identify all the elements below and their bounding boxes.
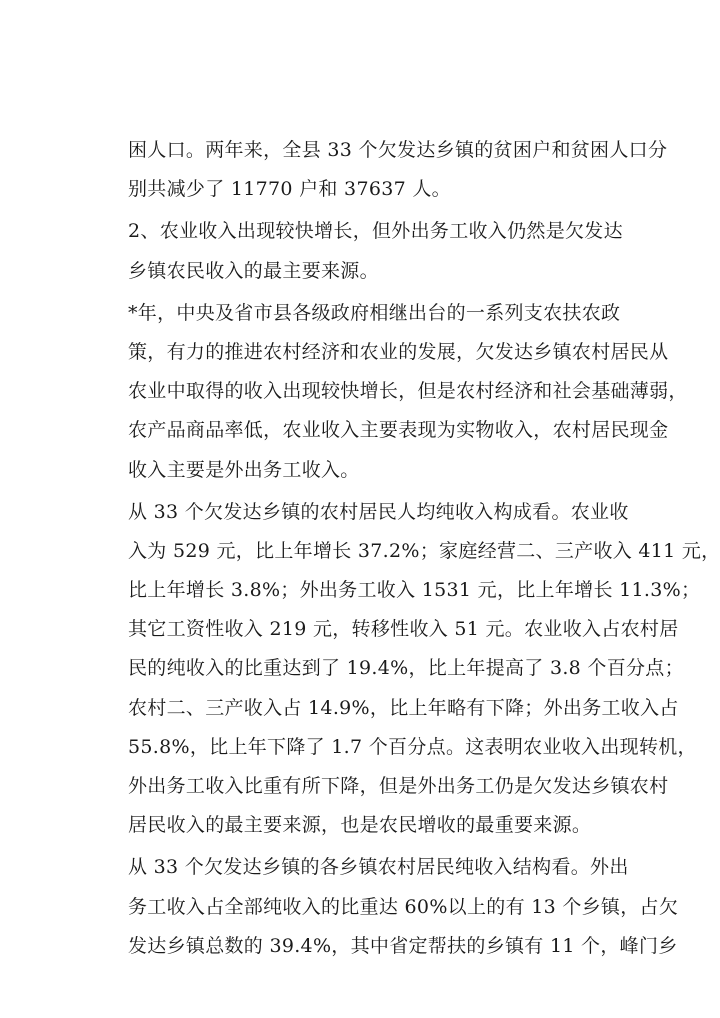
text-line: 55.8%，比上年下降了 1.7 个百分点。这表明农业收入出现转机， bbox=[128, 735, 697, 758]
text-line: 从 33 个欠发达乡镇的各乡镇农村居民纯收入结构看。外出 bbox=[128, 856, 629, 879]
text-line: 2、农业收入出现较快增长，但外出务工收入仍然是欠发达 bbox=[128, 220, 623, 243]
text-line: 从 33 个欠发达乡镇的农村居民人均纯收入构成看。农业收 bbox=[128, 500, 629, 523]
text-line: 农业中取得的收入出现较快增长，但是农村经济和社会基础薄弱， bbox=[128, 380, 688, 403]
paragraph bbox=[128, 493, 720, 846]
paragraph bbox=[128, 212, 668, 290]
text-line: 入为 529 元，比上年增长 37.2%；家庭经营二、三产收入 411 元， bbox=[128, 539, 720, 562]
text-line: 别共减少了 11770 户和 37637 人。 bbox=[128, 178, 451, 201]
text-line: 民的纯收入的比重达到了 19.4%，比上年提高了 3.8 个百分点； bbox=[128, 657, 684, 680]
paragraph bbox=[128, 131, 668, 209]
text-line: 困人口。两年来，全县 33 个欠发达乡镇的贫困户和贫困人口分 bbox=[128, 139, 668, 161]
paragraph bbox=[128, 294, 688, 490]
text-line: 农产品商品率低，农业收入主要表现为实物收入，农村居民现金 bbox=[128, 419, 669, 442]
document-body bbox=[128, 131, 720, 969]
text-line: 发达乡镇总数的 39.4%，其中省定帮扶的乡镇有 11 个，峰门乡 bbox=[128, 934, 678, 957]
text-line: 比上年增长 3.8%；外出务工收入 1531 元，比上年增长 11.3%； bbox=[128, 579, 701, 602]
text-line: 收入主要是外出务工收入。 bbox=[128, 458, 360, 481]
text-line: 务工收入占全部纯收入的比重达 60%以上的有 13 个乡镇，占欠 bbox=[128, 895, 679, 918]
text-line: 乡镇农民收入的最主要来源。 bbox=[128, 259, 379, 282]
text-line: 策，有力的推进农村经济和农业的发展，欠发达乡镇农村居民从 bbox=[128, 340, 669, 363]
paragraph bbox=[128, 848, 679, 966]
text-line: 居民收入的最主要来源，也是农民增收的最重要来源。 bbox=[128, 814, 592, 837]
text-line: *年，中央及省市县各级政府相继出台的一系列支农扶农政 bbox=[128, 301, 621, 324]
text-line: 其它工资性收入 219 元，转移性收入 51 元。农业收入占农村居 bbox=[128, 618, 679, 641]
text-line: 外出务工收入比重有所下降，但是外出务工仍是欠发达乡镇农村 bbox=[128, 775, 669, 797]
text-line: 农村二、三产收入占 14.9%，比上年略有下降；外出务工收入占 bbox=[128, 696, 679, 719]
paragraph-gap bbox=[128, 966, 668, 969]
